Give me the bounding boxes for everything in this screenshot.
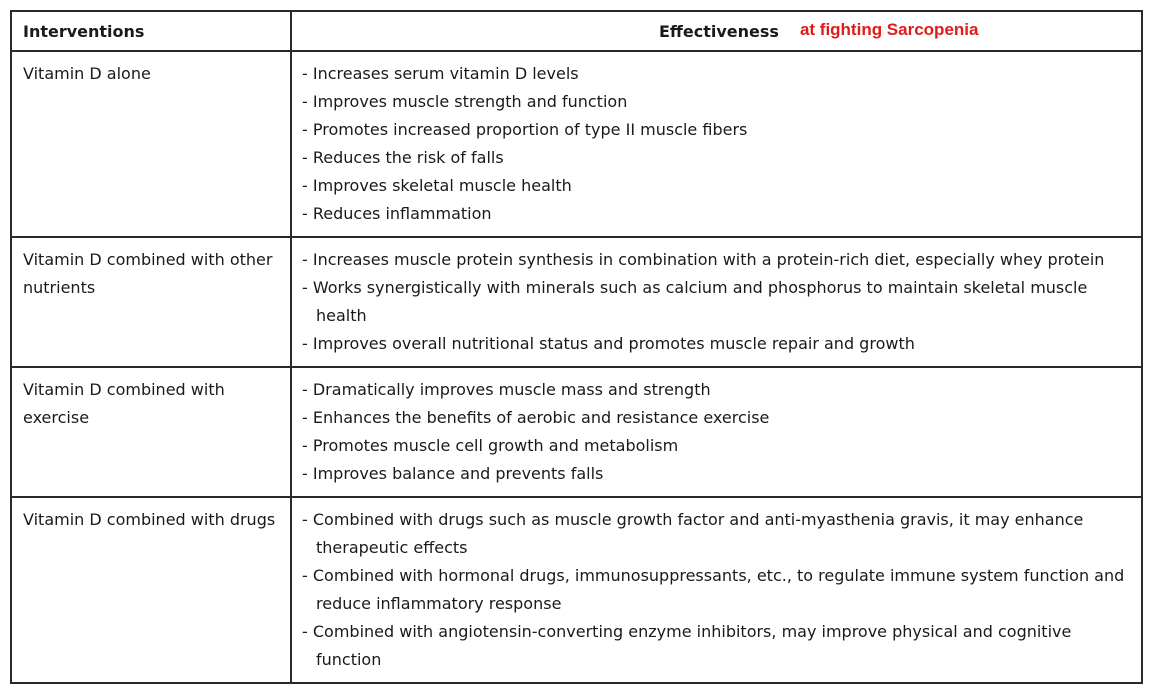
intervention-cell xyxy=(11,237,291,367)
effect-item: - Improves balance and prevents falls xyxy=(302,460,1133,488)
effects-cell xyxy=(291,51,1142,237)
effect-item: - Increases muscle protein synthesis in combination with a protein-rich diet, especially whey protein xyxy=(302,246,1133,274)
header-sarcopenia-note: at fighting Sarcopenia xyxy=(799,20,979,39)
header-effectiveness-cell xyxy=(291,11,1142,51)
effect-item: - Promotes muscle cell growth and metabolism xyxy=(302,432,1133,460)
effect-item: - Combined with angiotensin-converting enzyme inhibitors, may improve physical and cognitive function xyxy=(302,618,1133,674)
effects-list xyxy=(292,368,1141,496)
effect-item: - Enhances the benefits of aerobic and resistance exercise xyxy=(302,404,1133,432)
effect-item: - Promotes increased proportion of type II muscle fibers xyxy=(302,116,1133,144)
effect-item: - Combined with hormonal drugs, immunosuppressants, etc., to regulate immune system function and reduce inflammatory response xyxy=(302,562,1133,618)
effects-list xyxy=(292,498,1141,682)
table-row xyxy=(11,497,1142,683)
effects-cell xyxy=(291,367,1142,497)
intervention-cell xyxy=(11,497,291,683)
table-row xyxy=(11,367,1142,497)
intervention-label: Vitamin D combined with exercise xyxy=(23,380,225,427)
intervention-cell xyxy=(11,367,291,497)
effects-list xyxy=(292,238,1141,366)
effect-item: - Improves overall nutritional status and promotes muscle repair and growth xyxy=(302,330,1133,358)
effect-item: - Combined with drugs such as muscle growth factor and anti-myasthenia gravis, it may enhance therapeutic effects xyxy=(302,506,1133,562)
effect-item: - Increases serum vitamin D levels xyxy=(302,60,1133,88)
intervention-label: Vitamin D combined with drugs xyxy=(23,510,276,529)
effect-item: - Dramatically improves muscle mass and strength xyxy=(302,376,1133,404)
effects-cell xyxy=(291,237,1142,367)
intervention-cell xyxy=(11,51,291,237)
header-effectiveness: Effectiveness xyxy=(659,22,779,41)
effect-item: - Improves muscle strength and function xyxy=(302,88,1133,116)
header-interventions: Interventions xyxy=(11,11,291,51)
interventions-table xyxy=(10,10,1143,684)
table-row xyxy=(11,51,1142,237)
effect-item: - Works synergistically with minerals such as calcium and phosphorus to maintain skeletal muscle health xyxy=(302,274,1133,330)
table-header-row xyxy=(11,11,1142,51)
effect-item: - Reduces the risk of falls xyxy=(302,144,1133,172)
interventions-table-container xyxy=(10,10,1141,684)
intervention-label: Vitamin D alone xyxy=(23,64,151,83)
effect-item: - Reduces inflammation xyxy=(302,200,1133,228)
intervention-label: Vitamin D combined with other nutrients xyxy=(23,250,273,297)
effects-list xyxy=(292,52,1141,236)
table-row xyxy=(11,237,1142,367)
effect-item: - Improves skeletal muscle health xyxy=(302,172,1133,200)
effects-cell xyxy=(291,497,1142,683)
